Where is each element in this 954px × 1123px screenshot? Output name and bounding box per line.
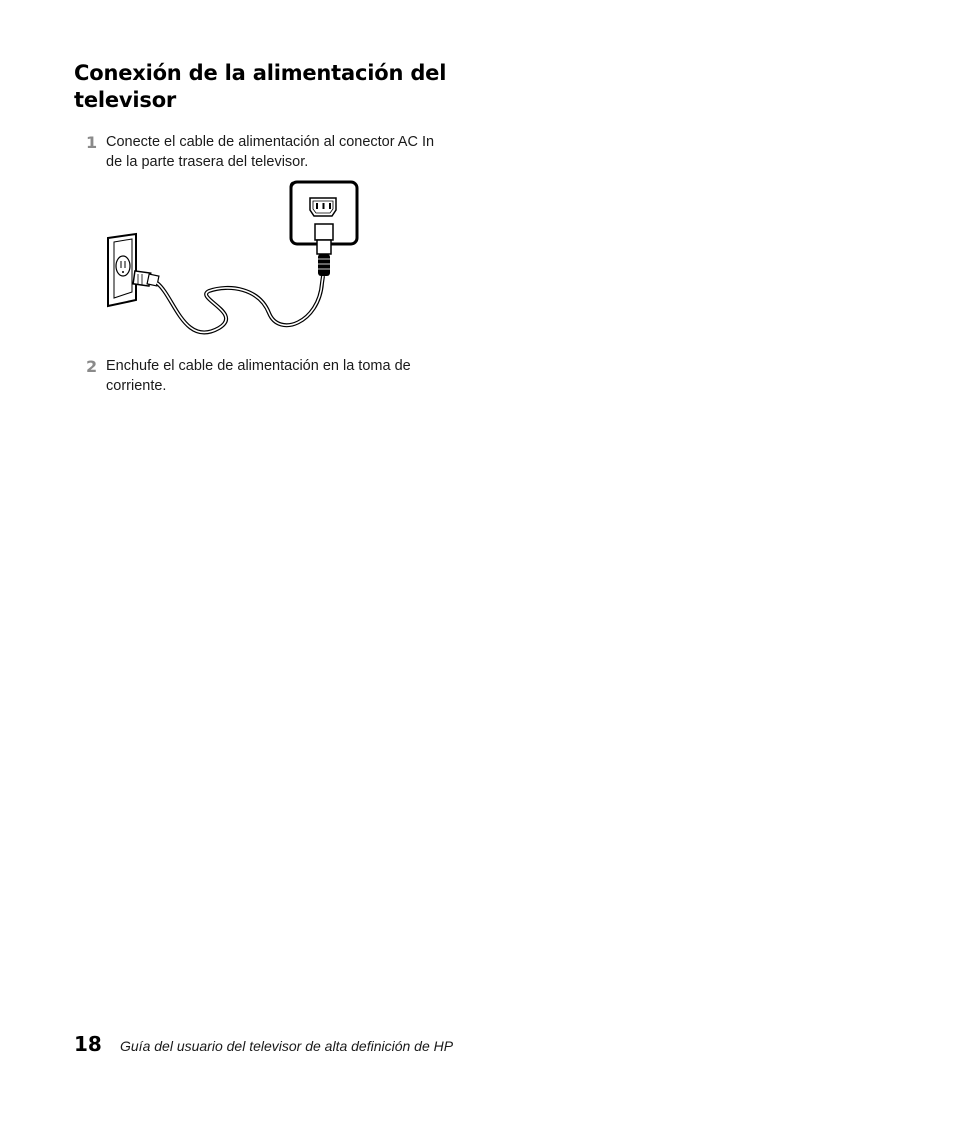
step-text: Enchufe el cable de alimentación en la toma de corriente. bbox=[106, 358, 411, 394]
step-number: 1 bbox=[86, 133, 98, 152]
iec-connector-icon bbox=[315, 224, 333, 276]
wall-outlet-icon bbox=[108, 234, 136, 306]
power-cable-icon bbox=[157, 276, 323, 333]
section-title: Conexión de la alimentación del televisor bbox=[74, 61, 447, 112]
wall-plug-icon bbox=[133, 271, 159, 286]
power-connection-figure bbox=[94, 178, 366, 348]
document-title: Guía del usuario del televisor de alta definición de HP bbox=[120, 1038, 454, 1054]
step-text: Conecte el cable de alimentación al conector AC In de la parte trasera del televisor. bbox=[106, 134, 435, 170]
page-number: 18 bbox=[74, 1032, 102, 1056]
step-number: 2 bbox=[86, 357, 98, 376]
page-footer bbox=[74, 1030, 574, 1060]
